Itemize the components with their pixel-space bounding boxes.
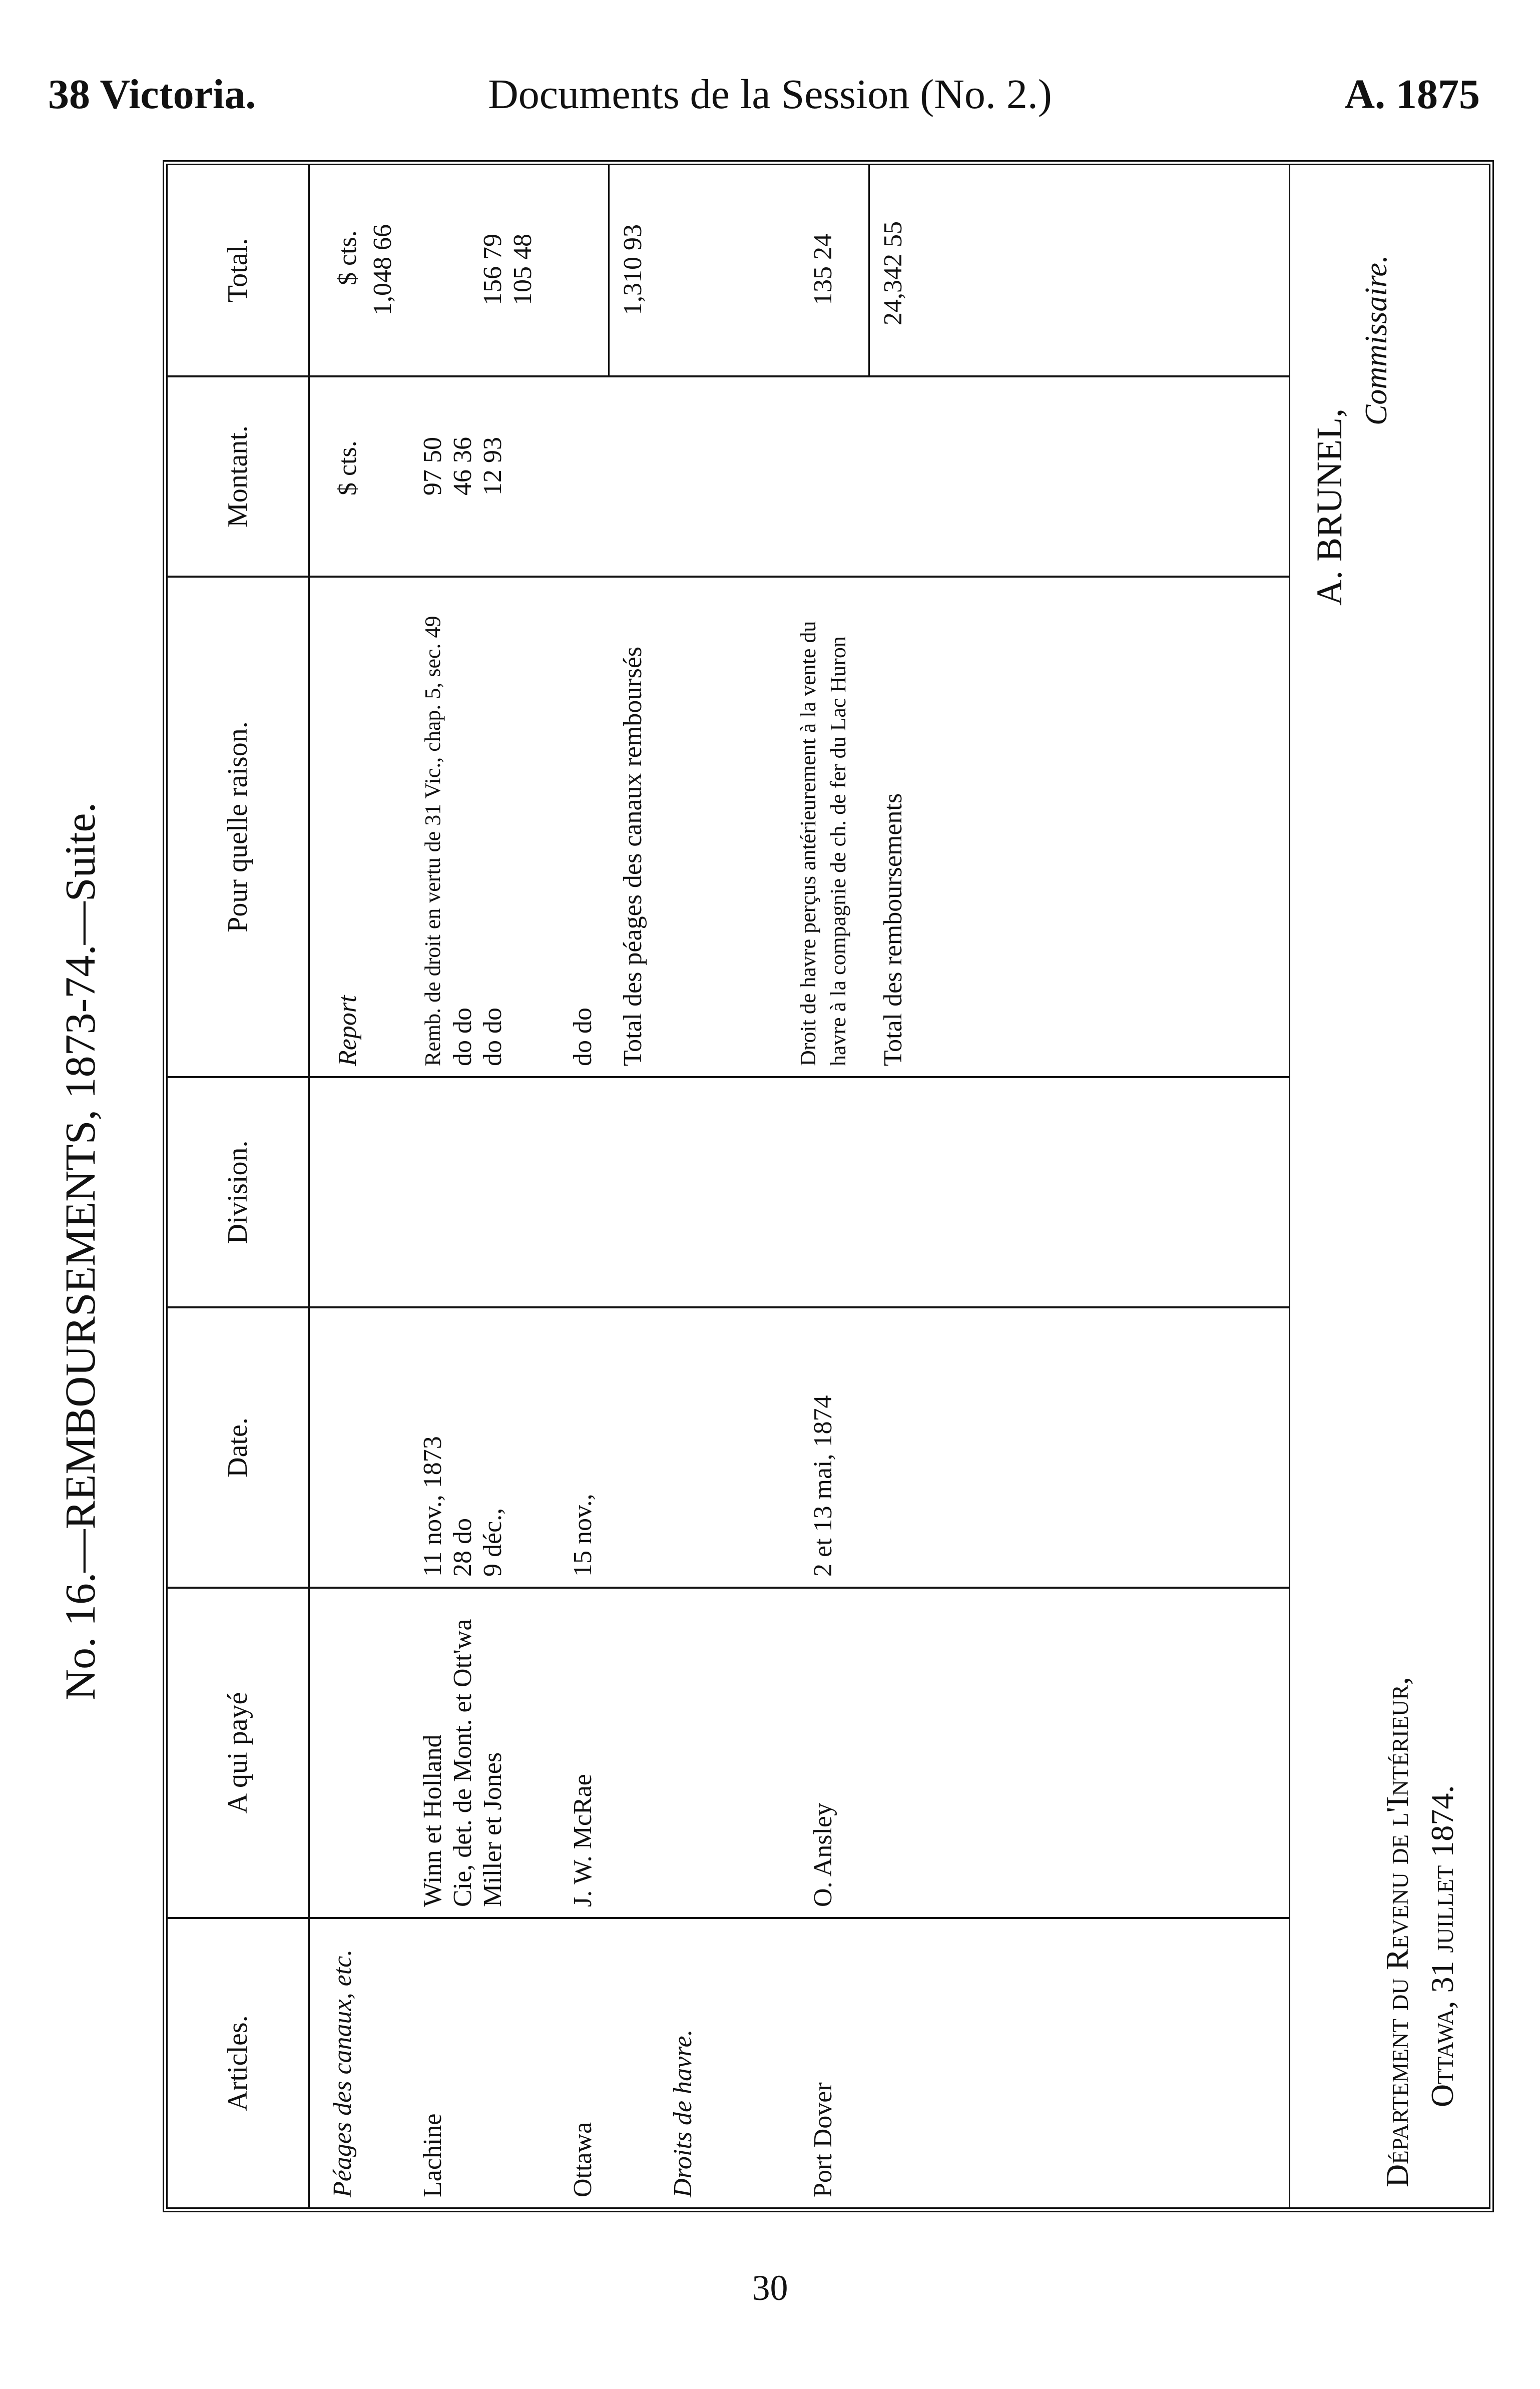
total-unit: $ cts. [333,230,362,285]
section-havre-label: Droits de havre. [669,2029,697,2197]
page-number: 30 [752,2268,788,2308]
report-total: 1,048 66 [368,224,397,315]
montant-row-2: 46 36 [448,437,477,496]
raison-havre-1: Droit de havre perçus antérieurement à la vente du [796,621,820,1066]
havre-total: 135 24 [809,234,837,305]
running-header-center: Documents de la Session (No. 2.) [488,71,1052,118]
department-line: Département du Revenu de l'Intérieur, [1379,1677,1415,2187]
raison-row-2: do do [448,1008,477,1066]
header-raison: Pour quelle raison. [168,578,310,1076]
raison-row-3: do do [478,1008,507,1066]
article-lachine: Lachine [418,2113,447,2197]
montant-unit: $ cts. [333,440,362,496]
raison-row-4: do do [569,1008,597,1066]
refunds-table [168,165,1289,2207]
col-paye [168,1587,1289,1917]
date-row-4: 15 nov., [569,1494,597,1577]
paye-row-4: J. W. McRae [569,1774,597,1907]
raison-row-1: Remb. de droit en vertu de 31 Vic., chap. 5, sec. 49 [420,616,445,1066]
col-articles [168,1917,1289,2207]
col-raison [168,576,1289,1076]
col-montant [168,375,1289,576]
date-row-3: 9 déc., [478,1508,507,1577]
date-havre: 2 et 13 mai, 1874 [809,1395,837,1577]
paye-row-1: Winn et Holland [418,1734,447,1907]
date-row-2: 28 do [448,1518,477,1577]
signature-name: A. BRUNEL, [1309,408,1349,606]
header-date: Date. [168,1308,310,1587]
paye-havre: O. Ansley [809,1803,837,1907]
raison-havre-2: havre à la compagnie de ch. de fer du Lac Huron [826,636,850,1066]
grand-total-value: 24,342 55 [879,221,907,325]
report-label: Report [333,995,362,1066]
subtotal-ottawa: 105 48 [508,234,537,305]
paye-row-3: Miller et Jones [478,1752,507,1907]
signature-role: Commissaire. [1359,255,1393,425]
total-canaux-label: Total des péages des canaux remboursés [619,646,647,1066]
table-title: No. 16.—REMBOURSEMENTS, 1873-74.—Suite. [56,802,104,1701]
article-port-dover: Port Dover [809,2082,837,2197]
col-division [168,1076,1289,1306]
header-paye: A qui payé [168,1589,310,1917]
department-date: Ottawa, 31 juillet 1874. [1424,1785,1460,2107]
rule-grand-total [868,165,870,375]
header-montant: Montant. [168,377,310,576]
rule-table-bottom [1289,165,1290,2207]
header-articles: Articles. [168,1919,310,2207]
rule-total-canaux [608,165,610,375]
running-header-left: 38 Victoria. [48,71,256,118]
montant-row-1: 97 50 [418,437,447,496]
header-total: Total. [168,165,310,375]
col-date [168,1306,1289,1587]
refunds-table-block [163,160,1494,2212]
section-canaux-label: Péages des canaux, etc. [328,1949,357,2197]
article-ottawa: Ottawa [569,2122,597,2197]
col-total [168,165,1289,375]
montant-row-3: 12 93 [478,437,507,496]
date-row-1: 11 nov., 1873 [418,1436,447,1577]
grand-total-label: Total des remboursements [879,793,907,1066]
header-division: Division. [168,1078,310,1306]
total-canaux-value: 1,310 93 [619,224,647,315]
paye-row-2: Cie, det. de Mont. et Ott'wa [448,1619,477,1907]
running-header-right: A. 1875 [1344,71,1480,118]
subtotal-lachine: 156 79 [478,234,507,305]
